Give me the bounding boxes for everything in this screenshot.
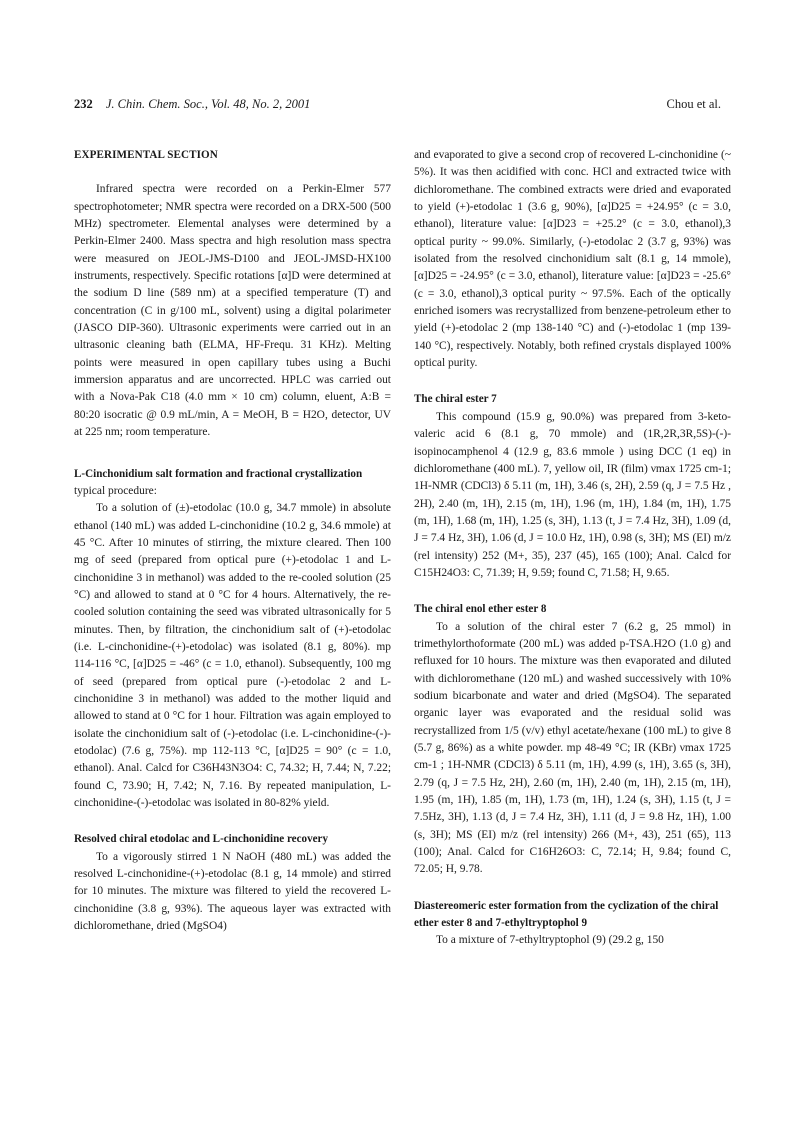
cyclization-heading: Diastereomeric ester formation from the cyclization of the chiral ether ester 8 and 7-ethyltryptophol 9 [414,899,719,930]
recovery-paragraph-continued: and evaporated to give a second crop of recovered L-cinchonidine (~ 5%). It was then acidified with conc. HCl and extracted twice with dichloromethane. The combined extracts were dried and evaporated to yield (+)-etodolac 1 (3.6 g, 90%), [α]D25 = +24.95° (c = 3.0, ethanol), literature value: [α]D23 = +25.2° (c = 3.0, ethanol),3 optical purity ~ 99.0%. Similarly, (-)-etodolac 2 (3.7 g, 93%) was isolated from the resolved cinchonidium salt (8.1 g, 14 mmole), [α]D25 = -24.95° (c = 3.0, ethanol), literature value: [α]D23 = -25.6° (c = 3.0, ethanol),3 optical purity ~ 97.5%. Each of the optically enriched isomers was recrystallized from benzene-petroleum ether to yield (+)-etodolac 2 (mp 138-140 °C) and (-)-etodolac 1 (mp 139-140 °C), respectively. Notably, both refined crystals displayed 100% optical purity. [414,149,731,370]
recovery-heading: Resolved chiral etodolac and L-cinchonidine recovery [74,833,329,846]
author-running-head: Chou et al. [666,97,721,111]
chiral-ester-8-heading: The chiral enol ether ester 8 [414,603,547,616]
experimental-section-heading: EXPERIMENTAL SECTION [74,149,218,161]
salt-formation-paragraph: To a solution of (±)-etodolac (10.0 g, 34.7 mmole) in absolute ethanol (140 mL) was added L-cinchonidine (10.2 g, 34.6 mmole) at 45 °C. After 10 minutes of stirring, the mixture cleared. Then 100 mg of seed (prepared from optical pure (+)-etodolac 1 and L-cinchonidine 3 in methanol) was added to the re-cooled solution (25 °C) and allowed to stand at 0 °C for 4 hours. Alternatively, the re-cooled solution containing the seed was vibrated ultrasonically for 5 minutes. Then, by filtration, the cinchonidium salt of (+)-etodolac (i.e. L-cinchonidine-(+)-etodolac) was isolated (8.1 g, 80%). mp 114-116 °C, [α]D25 = -46° (c = 1.0, ethanol). Subsequently, 100 mg of seed (prepared from optical pure (-)-etodolac 2 and L-cinchonidine 3 in methanol) was added to the mother liquid and allowed to stand at 0 °C for 1 hour. Filtration was again employed to isolate the cinchonidium salt of (-)-etodolac (i.e. L-cinchonidine-(-)-etodolac) (7.6 g, 75%). mp 112-113 °C, [α]D25 = 90° (c = 1.0, ethanol). Anal. Calcd for C36H43N3O4: C, 74.32; H, 7.44; N, 7.22; found C, 73.90; H, 7.42; N, 7.16. By repeated manipulation, L-cinchonidine-(-)-etodolac was isolated in 80-82% yield. [74,502,391,810]
recovery-paragraph: To a vigorously stirred 1 N NaOH (480 mL) was added the resolved L-cinchonidine-(+)-etodolac (8.1 g, 14 mmole) and stirred for 10 minutes. The mixture was filtered to yield the recovered L-cinchonidine (3.8 g, 93%). The aqueous layer was extracted with dichloromethane, dried (MgSO4) [74,850,391,933]
running-header [74,97,721,112]
salt-formation-subline: typical procedure: [74,484,157,497]
cyclization-paragraph: To a mixture of 7-ethyltryptophol (9) (29.2 g, 150 [436,934,664,947]
chiral-ester-7-paragraph: This compound (15.9 g, 90.0%) was prepared from 3-keto-valeric acid 6 (8.1 g, 70 mmole) and (1R,2R,3R,5S)-(-)-isopinocamphenol 4 (12.9 g, 83.6 mmole ) using DCC (1 eq) in dichloromethane (400 mL). 7, yellow oil, IR (film) νmax 1725 cm-1; 1H-NMR (CDCl3) δ 5.11 (m, 1H), 3.46 (s, 2H), 2.59 (q, J = 7.5 Hz , 2H), 2.40 (m, 1H), 2.15 (m, 1H), 1.96 (m, 1H), 1.84 (m, 1H), 1.75 (m, 1H), 1.68 (m, 1H), 1.25 (s, 3H), 1.13 (t, J = 7.4 Hz, 3H), 1.09 (d, J = 7.4 Hz, 3H), 1.06 (d, J = 10.0 Hz, 1H), 0.98 (s, 3H); MS (EI) m/z (rel intensity) 252 (M+, 35), 237 (45), 165 (100); Anal. Calcd for C15H24O3: C, 71.39; H, 9.59; found C, 71.58; H, 9.65. [414,410,731,579]
chiral-ester-7-heading: The chiral ester 7 [414,393,497,406]
page-number: 232 [74,97,93,111]
chiral-ester-8-paragraph: To a solution of the chiral ester 7 (6.2 g, 25 mmol) in trimethylorthoformate (200 mL) was added p-TSA.H2O (1.0 g) and refluxed for 10 hours. The mixture was then evaporated and diluted with dichloromethane (120 mL) and washed successively with 10% sodium bicarbonate and water and dried (MgSO4). The separated organic layer was evaporated and the residual solid was recrystallized from 1/5 (v/v) ethyl acetate/hexane (100 mL) to give 8 (5.7 g, 86%) as a white powder. mp 48-49 °C; IR (KBr) νmax 1725 cm-1 ; 1H-NMR (CDCl3) δ 5.11 (m, 1H), 4.99 (s, 1H), 3.65 (s, 3H), 2.79 (q, J = 7.5 Hz, 2H), 2.60 (m, 1H), 2.40 (m, 1H), 2.15 (m, 1H), 1.95 (m, 1H), 1.85 (m, 1H), 1.73 (m, 1H), 1.24 (s, 3H), 1.15 (t, J = 7.5Hz, 3H), 1.13 (d, J = 7.4 Hz, 3H), 1.11 (d, J = 9.8 Hz, 1H), 1.00 (s, 3H); MS (EI) m/z (rel intensity) 266 (M+, 43), 251 (65), 113 (100); Anal. Calcd for C16H26O3: C, 72.14; H, 9.84; found C, 72.05; H, 9.78. [414,620,731,876]
right-column [414,147,731,950]
experimental-paragraph: Infrared spectra were recorded on a Perkin-Elmer 577 spectrophotometer; NMR spectra were recorded on a DRX-500 (500 MHz) spectrometer. Elemental analyses were determined by a Perkin-Elmer 2400. Mass spectra and high resolution mass spectra were measured on JEOL-JMS-D100 and JEOL-JMSD-HX100 instruments, respectively. Specific rotations [α]D were determined at the sodium D line (589 nm) at a specified temperature (T) and concentration (C in g/100 mL, solvent) using a digital polarimeter (JASCO DIP-360). Ultrasonic experiments were carried out in an ultrasonic cleaning bath (ELMA, HF-Frequ. 31 KHz). Melting points were measured in open capillary tubes using a Buchi immersion apparatus and are uncorrected. HPLC was carried out with a Nova-Pak C18 (4.0 mm × 10 cm) column, eluent, A:B = 80:20 isocratic @ 0.9 mL/min, A = MeOH, B = H2O, detector, UV at 225 nm; room temperature. [74,183,391,439]
left-column [74,147,391,935]
journal-citation: J. Chin. Chem. Soc., Vol. 48, No. 2, 2001 [105,97,311,111]
salt-formation-heading: L-Cinchonidium salt formation and fractional crystallization [74,467,363,480]
